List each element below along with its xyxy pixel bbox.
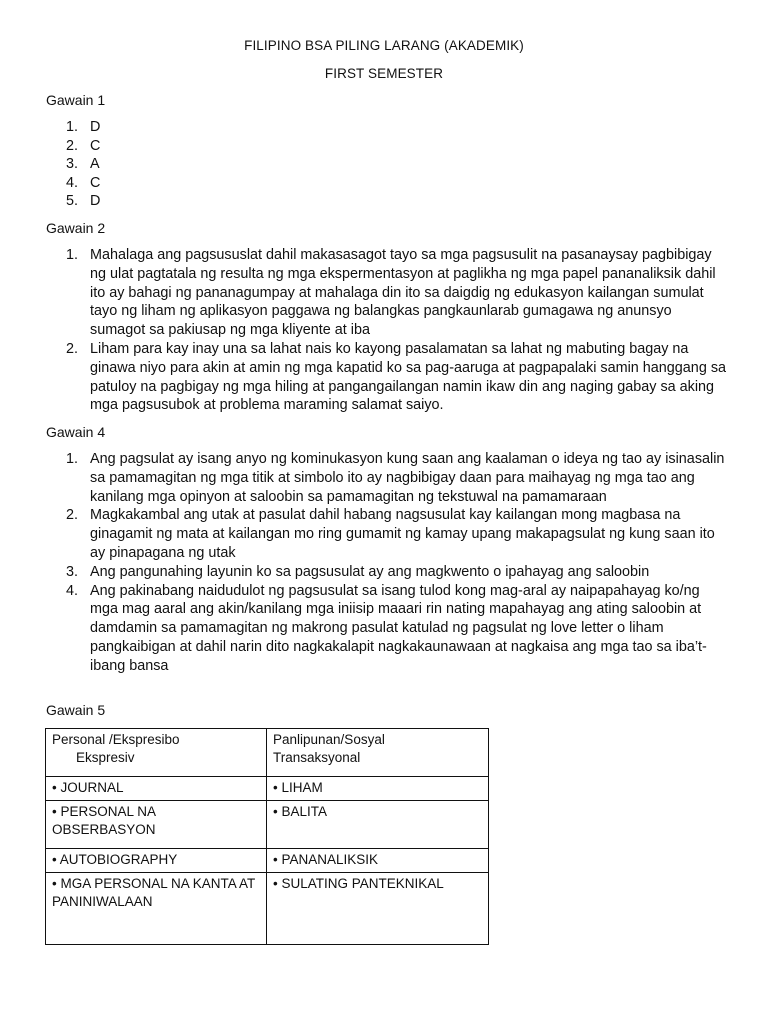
table-header-cell (46, 729, 267, 777)
table-cell: • BALITA (267, 801, 489, 849)
list-item (66, 450, 726, 506)
item-text: Magkakambal ang utak at pasulat dahil habang nagsusulat kay kailangan mong magbasa na ginagamit ng mata at kailangan mo ring gumamit ng kamay upang makapagsulat ng kung saan ito ay pinapagana ng utak (90, 507, 715, 561)
header-text: Panlipunan/Sosyal (273, 732, 385, 747)
list-item (66, 340, 726, 415)
table-row (46, 849, 489, 873)
item-number: 1. (66, 247, 79, 263)
item-text: C (90, 137, 101, 154)
item-text: D (90, 193, 101, 209)
gawain2-list (66, 246, 726, 415)
table-cell: • PANANALIKSIK (267, 849, 489, 873)
item-text: C (90, 174, 101, 191)
table-cell: • SULATING PANTEKNIKAL (267, 873, 489, 945)
table-cell: • AUTOBIOGRAPHY (46, 849, 267, 873)
list-item (66, 582, 726, 676)
document-subtitle: FIRST SEMESTER (324, 66, 444, 81)
item-number: 2. (66, 137, 79, 154)
table-row (46, 777, 489, 801)
gawain1-heading: Gawain 1 (46, 92, 106, 108)
item-text: Ang pagsulat ay isang anyo ng kominukasyon kung saan ang kaalaman o ideya ng tao ay isinasalin sa pamamagitan ng mga titik at simbolo ito ay nagbibigay daan para maihayag ng mga tao ang kanilang mga opinyon at saloobin sa pamamagitan ng tekstuwal na pamamaraan (90, 451, 725, 505)
header-text: Personal /Ekspresibo (52, 732, 180, 747)
table-cell: • JOURNAL (46, 777, 267, 801)
item-text: Liham para kay inay una sa lahat nais ko kayong pasalamatan sa lahat ng mabuting bagay na ginawa niyo para akin at amin ng mga kapatid ko sa pag-aaruga at pagpapalaki samin hanggang sa patuloy na pagbigay ng mga hiling at pangangailangan namin ikaw din ang naging gabay sa aking mga pagsusubok at problema maraming salamat saiyo. (90, 340, 727, 414)
item-text: A (90, 156, 100, 172)
item-number: 1. (66, 451, 79, 467)
gawain4-heading: Gawain 4 (46, 424, 106, 440)
table-cell: • PERSONAL NA OBSERBASYON (46, 801, 267, 849)
item-text: Ang pakinabang naidudulot ng pagsusulat sa isang tulod kong mag-aral ay naipapahayag ko/ng mga mag aaral ang akin/kanilang mga iniisip maaari rin nating mapahayag ang ating saloobin at damdamin sa pamamagitan ng makrong pasulat katulad ng pagsulat ng love letter o liham pangkaibigan at dahil narin dito nagkakalapit nagkakaunawaan at nagkaisa ang mga tao sa iba’t-ibang bansa (90, 582, 707, 674)
item-number: 3. (66, 563, 79, 580)
table-header-cell (267, 729, 489, 777)
item-number: 1. (66, 119, 79, 135)
list-item (66, 192, 726, 211)
item-number: 2. (66, 340, 79, 357)
item-number: 3. (66, 156, 79, 172)
gawain1-list (66, 118, 726, 211)
item-number: 2. (66, 507, 79, 524)
item-text: Mahalaga ang pagsususlat dahil makasasagot tayo sa mga pagsusulit na pasanaysay pagbibigay ng ulat pagtatala ng resulta ng mga ekspermentasyon at paglikha ng mga papel pananaliksik dahil ito ay bahagi ng pananagumpay at mahalaga din ito sa daigdig ng edukasyon kailangan sumulat tayo ng liham ng aplikasyon paggawa ng balangkas pangkaunlarab gumagawa ng anunsyo sumagot sa pakiusap ng mga kliyente at iba (90, 247, 716, 339)
list-item (66, 506, 726, 562)
item-text: D (90, 119, 101, 135)
gawain5-table (45, 728, 489, 945)
item-number: 4. (66, 174, 79, 191)
list-item (66, 137, 726, 156)
document-title: FILIPINO BSA PILING LARANG (AKADEMIK) (244, 38, 524, 53)
list-item (66, 118, 726, 137)
list-item (66, 246, 726, 340)
item-text: Ang pangunahing layunin ko sa pagsusulat ay ang magkwento o ipahayag ang saloobin (90, 563, 650, 580)
list-item (66, 155, 726, 174)
item-number: 4. (66, 582, 79, 599)
table-cell: • MGA PERSONAL NA KANTA AT PANINIWALAAN (46, 873, 267, 945)
gawain5-heading: Gawain 5 (46, 702, 106, 718)
header-text: Ekspresiv (76, 750, 135, 765)
table-row (46, 801, 489, 849)
table-header-row (46, 729, 489, 777)
header-text: Transaksyonal (273, 750, 361, 765)
gawain4-list (66, 450, 726, 676)
list-item (66, 174, 726, 193)
gawain2-heading: Gawain 2 (46, 220, 106, 236)
list-item (66, 563, 726, 582)
table-row (46, 873, 489, 945)
table-cell: • LIHAM (267, 777, 489, 801)
item-number: 5. (66, 193, 79, 209)
